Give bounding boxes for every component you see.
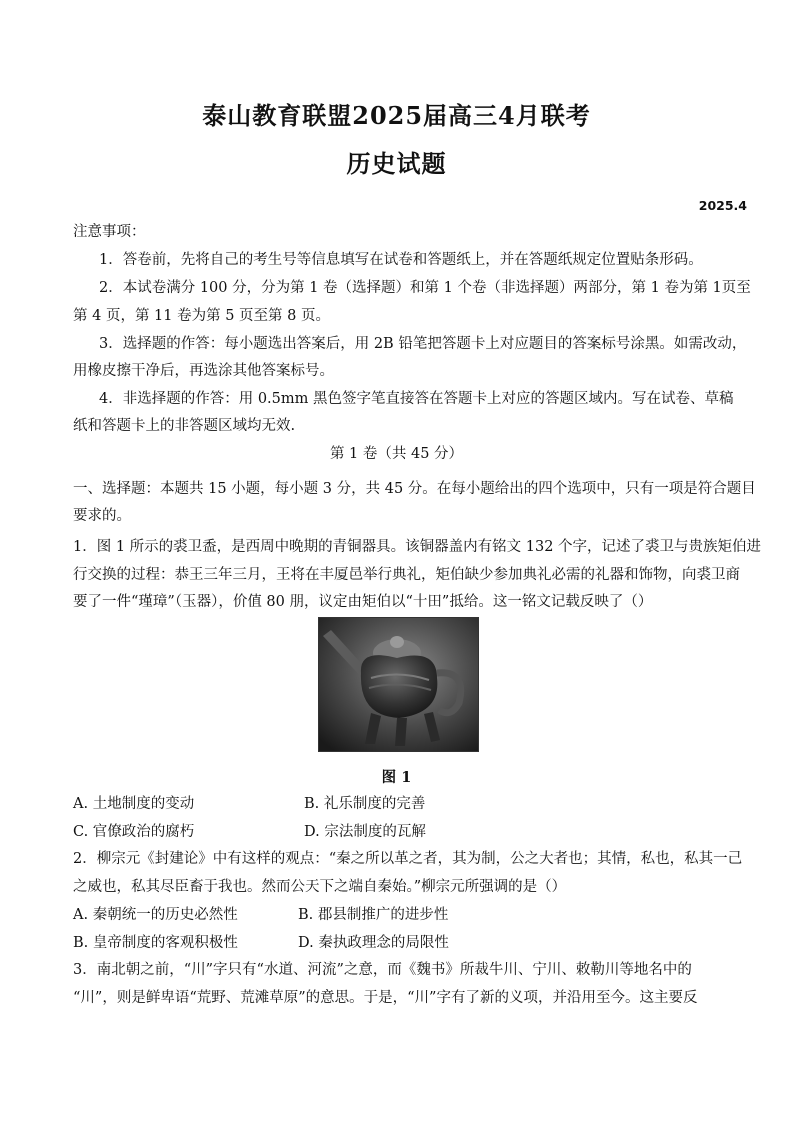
exam-title: 泰山教育联盟2025届高三4月联考 <box>202 101 591 130</box>
note-line: 纸和答题卡上的非答题区域均无效. <box>73 418 296 434</box>
note-line: 第 4 页，第 11 卷为第 5 页至第 8 页。 <box>73 308 330 324</box>
option-a: A. 秦朝统一的历史必然性 <box>73 907 238 923</box>
section-instructions: 要求的。 <box>73 508 131 524</box>
note-line: 3．选择题的作答：每小题选出答案后，用 2B 铅笔把答题卡上对应题目的答案标号涂黑。如需改动， <box>99 336 747 352</box>
option-b: B. 郡县制推广的进步性 <box>298 907 449 923</box>
note-line: 1．答卷前，先将自己的考生号等信息填写在试卷和答题纸上，并在答题纸规定位置贴条形码。 <box>99 252 703 268</box>
option-a: A. 土地制度的变动 <box>73 796 195 812</box>
note-line: 用橡皮擦干净后，再选涂其他答案标号。 <box>73 363 334 379</box>
question-3-text: 3．南北朝之前，“川”字只有“水道、河流”之意，而《魏书》所裁牛川、宁川、敕勒川等地名中的 <box>73 962 692 978</box>
note-line: 4．非选择题的作答：用 0.5mm 黑色签字笔直接答在答题卡上对应的答题区域内。写在试卷、草稿 <box>99 391 734 407</box>
notes-heading: 注意事项： <box>73 224 146 240</box>
question-2-options-row <box>73 933 723 953</box>
option-c: C. 官僚政治的腐朽 <box>73 824 195 840</box>
question-1-text: 行交换的过程：恭王三年三月，王将在丰厦邑举行典礼，矩伯缺少参加典礼必需的礼器和饰物，向裘卫商 <box>73 567 740 583</box>
question-1-options-row <box>73 822 723 842</box>
figure-caption: 图 1 <box>381 769 412 786</box>
exam-date: 2025.4 <box>698 198 747 213</box>
section-instructions: 一、选择题：本题共 15 小题，每小题 3 分，共 45 分。在每小题给出的四个选项中，只有一项是符合题目 <box>73 481 756 497</box>
question-1-text: 1．图 1 所示的裘卫盉，是西周中晚期的青铜器具。该铜器盖内有铭文 132 个字，记述了裘卫与贵族矩伯进 <box>73 539 762 555</box>
bronze-vessel-image <box>318 617 479 752</box>
question-2-options-row <box>73 905 723 925</box>
option-d: D. 宗法制度的瓦解 <box>304 824 426 840</box>
question-2-text: 2．柳宗元《封建论》中有这样的观点：“秦之所以革之者，其为制，公之大者也；其情，私也，私其一己 <box>73 851 743 867</box>
bronze-vessel-illustration <box>319 618 478 751</box>
question-3-text: “川”，则是鲜卑语“荒野、荒滩草原”的意思。于是，“川”字有了新的义项，并沿用至今。这主要反 <box>73 990 698 1006</box>
question-1-options-row <box>73 794 723 814</box>
section-heading: 第 1 卷（共 45 分） <box>329 446 464 462</box>
option-d: D. 秦执政理念的局限性 <box>298 935 449 951</box>
note-line: 2．本试卷满分 100 分，分为第 1 卷（选择题）和第 1 个卷（非选择题）两部分，第 1 卷为第 1页至 <box>99 280 751 296</box>
option-b: B. 礼乐制度的完善 <box>304 796 426 812</box>
option-c: B. 皇帝制度的客观积极性 <box>73 935 238 951</box>
question-1-text: 要了一件“瑾璋”（玉器），价值 80 朋，议定由矩伯以“十田”抵给。这一铭文记载反映了（） <box>73 594 653 610</box>
exam-subject: 历史试题 <box>346 149 447 178</box>
question-2-text: 之威也，私其尽臣畜于我也。然而公天下之端自秦始。”柳宗元所强调的是（） <box>73 879 567 895</box>
